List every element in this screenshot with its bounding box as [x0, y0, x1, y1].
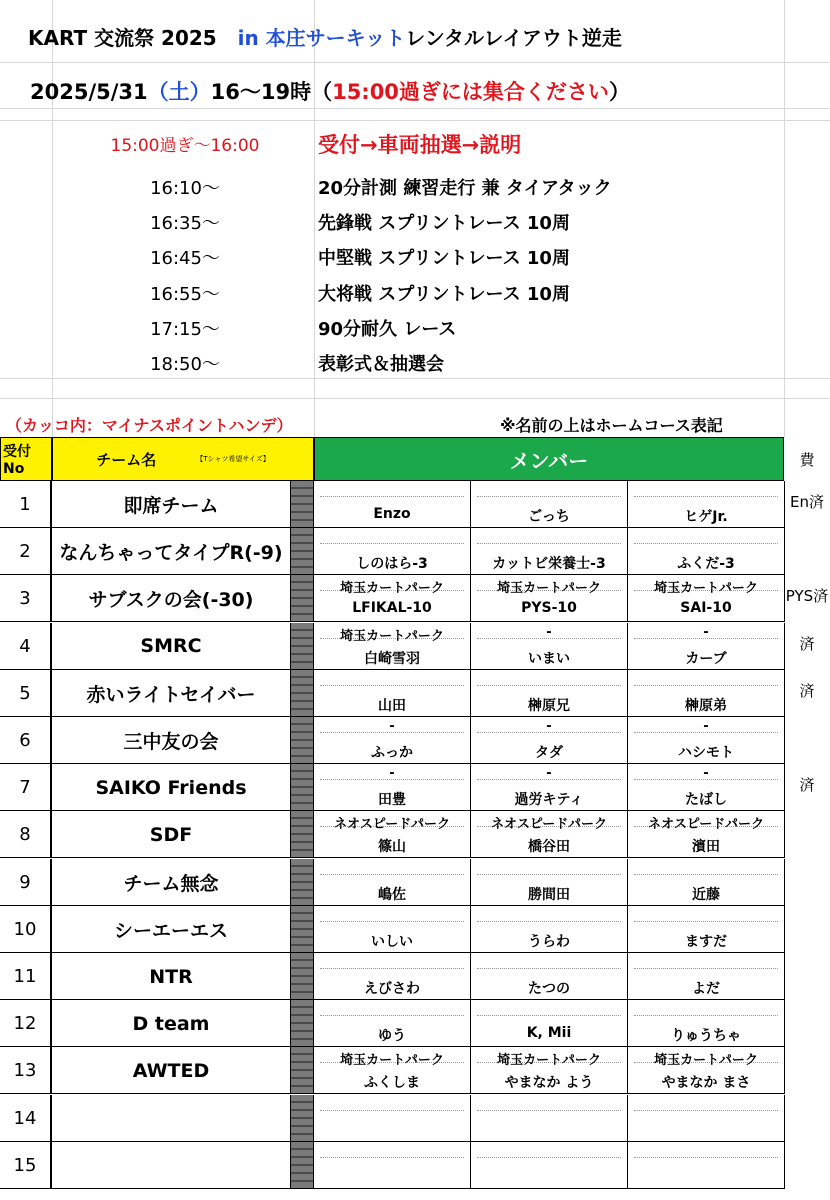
- team-name: NTR: [149, 965, 193, 988]
- member-name: やまなか まさ: [661, 1075, 751, 1092]
- event-title: [28, 22, 622, 51]
- member-name: カーブ: [685, 650, 727, 667]
- member-cell: [314, 717, 471, 764]
- member-name: ごっち: [528, 509, 570, 525]
- member-name: タダ: [535, 745, 563, 761]
- member-cell: [471, 953, 628, 1000]
- member-name: えびさわ: [364, 981, 420, 997]
- entry-number: 5: [0, 670, 52, 717]
- member-cell: [628, 481, 785, 528]
- member-cell: [314, 670, 471, 717]
- member-name: うらわ: [528, 933, 570, 950]
- cell-divider: [477, 1015, 621, 1016]
- fee-status: [784, 1047, 830, 1094]
- table-row: [0, 623, 830, 670]
- schedule-time: 17:15～: [150, 319, 220, 340]
- tshirt-size-cell: [290, 481, 314, 528]
- team-name: [52, 1095, 290, 1142]
- member-home-course: -: [389, 766, 395, 782]
- member-cell: [314, 859, 471, 906]
- fee-status: PYS済: [785, 587, 829, 606]
- member-name: SAI-10: [680, 600, 732, 617]
- schedule-activity: 先鋒戦 スプリントレース 10周: [318, 213, 570, 234]
- member-name: PYS-10: [521, 600, 577, 617]
- member-name: K, Mii: [526, 1025, 572, 1042]
- member-name: やまなか よう: [504, 1075, 594, 1092]
- cell-divider: [320, 543, 464, 544]
- member-cell: [314, 1000, 471, 1047]
- table-row: [0, 1000, 830, 1047]
- cell-divider: [320, 496, 464, 497]
- cell-divider: [477, 874, 621, 875]
- cell-divider: [320, 1110, 464, 1111]
- table-row: [0, 575, 830, 622]
- schedule-activity: 90分耐久 レース: [318, 319, 457, 340]
- tshirt-size-cell: [290, 575, 314, 622]
- schedule-activity: 表彰式＆抽選会: [318, 354, 444, 375]
- date-part1: 2025/5/31: [30, 80, 148, 104]
- member-cell: [471, 906, 628, 953]
- grid-line: [0, 378, 830, 379]
- table-row: [0, 811, 830, 858]
- member-name: カットビ栄養士-3: [492, 556, 606, 573]
- member-cell: [314, 528, 471, 575]
- title-part3: レンタルレイアウト逆走: [405, 26, 622, 50]
- schedule-time: 16:10～: [150, 178, 220, 199]
- member-name: いまい: [528, 650, 570, 667]
- fee-status: [784, 953, 830, 1000]
- cell-divider: [634, 968, 778, 969]
- grid-line: [52, 0, 53, 437]
- cell-divider: [320, 1015, 464, 1016]
- member-name: ゆう: [378, 1028, 406, 1045]
- team-name: シーエーエス: [113, 919, 228, 942]
- date-part2: 16～19時（: [210, 80, 333, 104]
- fee-status: [784, 1095, 830, 1142]
- member-name: 嶋佐: [378, 886, 406, 903]
- schedule-time: 15:00過ぎ～16:00: [110, 136, 260, 156]
- cell-divider: [477, 543, 621, 544]
- fee-status: [784, 1000, 830, 1047]
- fee-status: 済: [799, 634, 815, 653]
- entry-number: 14: [0, 1095, 52, 1142]
- member-home-course: 埼玉カートパーク: [340, 581, 444, 597]
- tshirt-size-cell: [290, 859, 314, 906]
- fee-status: [784, 906, 830, 953]
- table-row: [0, 906, 830, 953]
- cell-divider: [320, 685, 464, 686]
- entry-number: 11: [0, 953, 52, 1000]
- member-name: 濱田: [692, 839, 720, 856]
- entry-number: 13: [0, 1047, 52, 1094]
- member-cell: [628, 623, 785, 670]
- fee-status: [784, 811, 830, 858]
- member-cell: [314, 623, 471, 670]
- table-row: [0, 528, 830, 575]
- header-team-sub: 【Tシャツ希望サイズ】: [196, 455, 270, 463]
- member-name: ますだ: [685, 933, 727, 950]
- cell-divider: [634, 543, 778, 544]
- member-name: 榊原弟: [685, 697, 727, 714]
- schedule-activity: 大将戦 スプリントレース 10周: [318, 284, 570, 305]
- member-home-course: ネオスピードパーク: [333, 817, 451, 833]
- member-cell: [471, 717, 628, 764]
- team-name: D team: [132, 1012, 210, 1035]
- cell-divider: [477, 685, 621, 686]
- header-no: 受付No: [0, 437, 52, 481]
- cell-divider: [634, 1157, 778, 1158]
- entry-number: 6: [0, 717, 52, 764]
- member-home-course: -: [389, 719, 395, 734]
- schedule-activity: 中堅戦 スプリントレース 10周: [318, 248, 570, 269]
- tshirt-size-cell: [290, 811, 314, 858]
- title-venue: in 本庄サーキット: [237, 26, 406, 50]
- member-name: よだ: [692, 981, 720, 997]
- cell-divider: [477, 968, 621, 969]
- handicap-note: （カッコ内：マイナスポイントハンデ）: [6, 416, 293, 435]
- schedule-time: 18:50～: [150, 354, 220, 375]
- member-cell: [471, 623, 628, 670]
- member-cell: [314, 575, 471, 622]
- member-home-course: 埼玉カートパーク: [340, 1053, 444, 1069]
- member-home-course: 埼玉カートパーク: [340, 628, 444, 644]
- team-name: なんちゃってタイプR(-9): [59, 542, 283, 565]
- cell-divider: [477, 496, 621, 497]
- cell-divider: [320, 968, 464, 969]
- member-cell: [471, 528, 628, 575]
- entry-number: 8: [0, 811, 52, 858]
- member-cell: [314, 811, 471, 858]
- member-name: ふっか: [371, 745, 413, 761]
- member-name: いしい: [371, 933, 413, 950]
- tshirt-size-cell: [290, 1047, 314, 1094]
- member-cell: [471, 1000, 628, 1047]
- member-name: 田豊: [378, 792, 406, 809]
- member-home-course: ネオスピードパーク: [647, 817, 765, 833]
- header-team: [52, 437, 314, 481]
- table-row: [0, 1095, 830, 1142]
- member-cell: [628, 670, 785, 717]
- member-name: 過労キティ: [514, 792, 584, 809]
- member-home-course: -: [703, 719, 709, 734]
- team-name: チーム無念: [123, 872, 219, 895]
- header-members: メンバー: [314, 437, 784, 481]
- date-part3: ）: [608, 80, 630, 104]
- tshirt-size-cell: [290, 670, 314, 717]
- member-cell: [471, 481, 628, 528]
- member-name: 白崎雪羽: [364, 650, 420, 667]
- member-home-course: -: [703, 766, 709, 782]
- schedule-time: 16:55～: [150, 284, 220, 305]
- team-name: AWTED: [132, 1059, 210, 1082]
- member-cell: [471, 670, 628, 717]
- team-name: SMRC: [140, 635, 202, 658]
- table-row: [0, 481, 830, 528]
- member-name: ハシモト: [678, 745, 734, 761]
- grid-line: [0, 398, 830, 399]
- table-row: [0, 670, 830, 717]
- row-border: [0, 1188, 784, 1189]
- fee-status: [784, 1142, 830, 1189]
- tshirt-size-cell: [290, 953, 314, 1000]
- tshirt-size-cell: [290, 717, 314, 764]
- fee-status: 済: [799, 776, 815, 795]
- member-name: 橋谷田: [528, 839, 570, 856]
- member-name: 近藤: [692, 886, 720, 903]
- member-name: たつの: [528, 981, 570, 997]
- fee-status: [784, 859, 830, 906]
- member-home-course: -: [546, 624, 552, 640]
- member-cell: [314, 906, 471, 953]
- member-home-course: 埼玉カートパーク: [654, 581, 758, 597]
- member-name: りゅうちゃ: [671, 1028, 741, 1045]
- entry-number: 1: [0, 481, 52, 528]
- grid-line: [0, 62, 830, 63]
- member-name: Enzo: [373, 506, 411, 522]
- team-name: 三中友の会: [123, 731, 219, 753]
- member-name: ヒゲJr.: [684, 509, 728, 525]
- table-row: [0, 764, 830, 811]
- entry-number: 15: [0, 1142, 52, 1189]
- fee-status: [784, 528, 830, 575]
- member-cell: [628, 717, 785, 764]
- cell-divider: [477, 1157, 621, 1158]
- header-fee: 費: [799, 450, 815, 469]
- member-cell: [471, 811, 628, 858]
- cell-divider: [477, 921, 621, 922]
- home-course-note: ※名前の上はホームコース表記: [500, 416, 723, 435]
- member-home-course: -: [546, 766, 552, 782]
- member-home-course: 埼玉カートパーク: [497, 581, 601, 597]
- date-day: （土）: [147, 80, 211, 104]
- member-cell: [471, 764, 628, 811]
- cell-divider: [634, 1110, 778, 1111]
- member-cell: [471, 575, 628, 622]
- member-cell: [628, 1142, 785, 1189]
- member-cell: [628, 811, 785, 858]
- member-cell: [314, 1047, 471, 1094]
- member-home-course: ネオスピードパーク: [490, 817, 608, 833]
- tshirt-size-cell: [290, 623, 314, 670]
- member-name: 山田: [378, 697, 406, 714]
- member-cell: [471, 1142, 628, 1189]
- schedule-time: 16:45～: [150, 248, 220, 269]
- schedule-activity: 20分計測 練習走行 兼 タイアタック: [318, 178, 612, 199]
- cell-divider: [320, 1157, 464, 1158]
- event-date: [30, 76, 630, 106]
- fee-status: 済: [799, 681, 815, 700]
- cell-divider: [320, 874, 464, 875]
- date-gather-note: 15:00過ぎには集合ください: [332, 80, 609, 104]
- member-cell: [471, 1047, 628, 1094]
- member-cell: [628, 1047, 785, 1094]
- fee-status: En済: [790, 493, 824, 511]
- tshirt-size-cell: [290, 764, 314, 811]
- cell-divider: [477, 1110, 621, 1111]
- member-cell: [628, 953, 785, 1000]
- cell-divider: [634, 874, 778, 875]
- member-cell: [628, 859, 785, 906]
- team-name: 赤いライトセイバー: [86, 683, 256, 706]
- table-row: [0, 1142, 830, 1189]
- grid-line: [0, 120, 830, 121]
- member-name: ふくしま: [364, 1075, 420, 1092]
- team-name: 即席チーム: [123, 495, 219, 517]
- member-home-course: 埼玉カートパーク: [654, 1053, 758, 1069]
- member-home-course: -: [546, 719, 552, 734]
- grid-line: [0, 108, 830, 109]
- member-name: LFIKAL-10: [352, 600, 432, 617]
- cell-divider: [634, 685, 778, 686]
- member-home-course: 埼玉カートパーク: [497, 1053, 601, 1069]
- entry-number: 4: [0, 623, 52, 670]
- tshirt-size-cell: [290, 1142, 314, 1189]
- entry-number: 10: [0, 906, 52, 953]
- grid-line: [784, 0, 785, 437]
- member-cell: [628, 1000, 785, 1047]
- member-name: 篠山: [378, 839, 406, 856]
- member-cell: [314, 1142, 471, 1189]
- tshirt-size-cell: [290, 528, 314, 575]
- table-row: [0, 953, 830, 1000]
- member-cell: [628, 764, 785, 811]
- tshirt-size-cell: [290, 1000, 314, 1047]
- team-name: [52, 1142, 290, 1189]
- member-cell: [314, 953, 471, 1000]
- cell-divider: [320, 921, 464, 922]
- cell-divider: [634, 1015, 778, 1016]
- entry-number: 7: [0, 764, 52, 811]
- schedule-time: 16:35～: [150, 213, 220, 234]
- entry-number: 3: [0, 575, 52, 622]
- cell-divider: [634, 921, 778, 922]
- member-name: たばし: [685, 792, 727, 809]
- member-cell: [628, 1095, 785, 1142]
- entry-number: 9: [0, 859, 52, 906]
- fee-status: [784, 717, 830, 764]
- member-cell: [314, 764, 471, 811]
- entry-number: 2: [0, 528, 52, 575]
- table-row: [0, 859, 830, 906]
- entry-number: 12: [0, 1000, 52, 1047]
- member-name: 榊原兄: [528, 697, 570, 714]
- tshirt-size-cell: [290, 1095, 314, 1142]
- team-name: サブスクの会(-30): [88, 589, 254, 612]
- title-part1: KART 交流祭 2025: [28, 26, 217, 50]
- member-cell: [314, 1095, 471, 1142]
- tshirt-size-cell: [290, 906, 314, 953]
- cell-divider: [634, 496, 778, 497]
- member-cell: [471, 859, 628, 906]
- table-row: [0, 717, 830, 764]
- schedule-activity: 受付→車両抽選→説明: [318, 133, 522, 157]
- member-cell: [314, 481, 471, 528]
- member-cell: [628, 906, 785, 953]
- team-name: SDF: [149, 823, 193, 846]
- table-row: [0, 1047, 830, 1094]
- member-cell: [628, 575, 785, 622]
- member-cell: [471, 1095, 628, 1142]
- member-name: 勝間田: [528, 886, 570, 903]
- member-name: しのはら-3: [356, 556, 428, 573]
- member-name: ふくだ-3: [677, 556, 735, 573]
- header-team-label: チーム名: [96, 450, 157, 469]
- member-cell: [628, 528, 785, 575]
- team-name: SAIKO Friends: [95, 776, 247, 799]
- member-home-course: -: [703, 624, 709, 640]
